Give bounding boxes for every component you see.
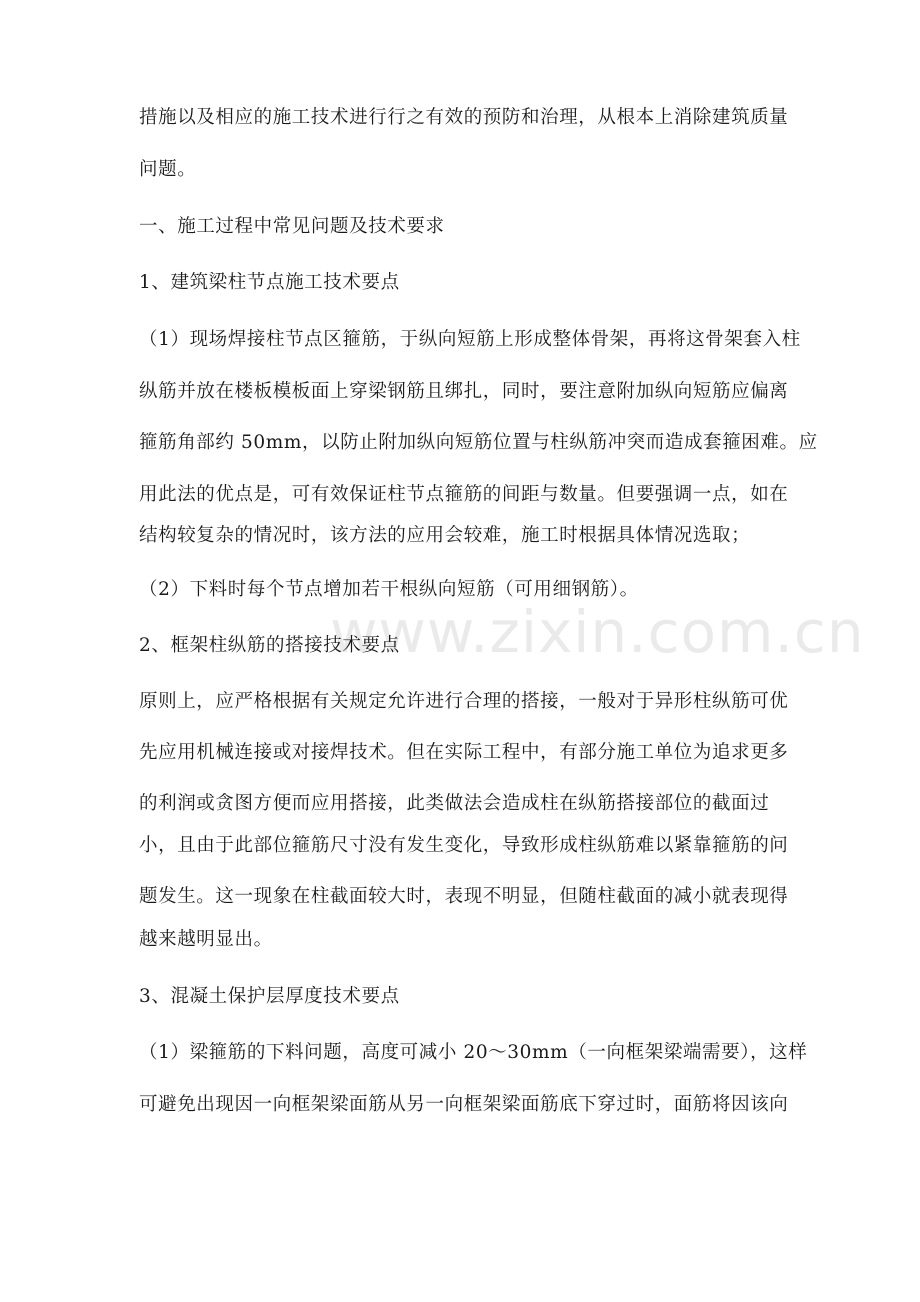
- body-text-line: 可避免出现因一向框架梁面筋从另一向框架梁面筋底下穿过时，面筋将因该向: [139, 1094, 789, 1115]
- body-text-line: 越来越明显出。: [139, 929, 273, 950]
- body-text-line: 纵筋并放在楼板模板面上穿梁钢筋且绑扎，同时，要注意附加纵向短筋应偏离: [139, 381, 789, 402]
- subsection-heading: 3、混凝土保护层厚度技术要点: [139, 986, 400, 1007]
- body-text-line: （1）梁箍筋的下料问题，高度可减小 20～30mm（一向框架梁端需要），这样: [139, 1042, 808, 1063]
- subsection-heading: 2、框架柱纵筋的搭接技术要点: [139, 635, 400, 656]
- body-text-line: 问题。: [139, 159, 197, 180]
- body-text-line: 先应用机械连接或对接焊技术。但在实际工程中，有部分施工单位为追求更多: [139, 742, 789, 763]
- body-text-line: 用此法的优点是，可有效保证柱节点箍筋的间距与数量。但要强调一点，如在: [139, 484, 789, 505]
- watermark: www.zixin.com.cn: [330, 598, 865, 666]
- body-text-line: 原则上，应严格根据有关规定允许进行合理的搭接，一般对于异形柱纵筋可优: [139, 691, 789, 712]
- body-text-line: 箍筋角部约 50mm，以防止附加纵向短筋位置与柱纵筋冲突而造成套箍困难。应: [139, 432, 818, 453]
- body-text-line: （2）下料时每个节点增加若干根纵向短筋（可用细钢筋）。: [139, 579, 639, 600]
- body-text-line: （1）现场焊接柱节点区箍筋，于纵向短筋上形成整体骨架，再将这骨架套入柱: [139, 329, 801, 350]
- body-text-line: 措施以及相应的施工技术进行行之有效的预防和治理，从根本上消除建筑质量: [139, 107, 789, 128]
- body-text-line: 题发生。这一现象在柱截面较大时，表现不明显，但随柱截面的减小就表现得: [139, 886, 789, 907]
- section-heading: 一、施工过程中常见问题及技术要求: [139, 216, 445, 237]
- subsection-heading: 1、建筑梁柱节点施工技术要点: [139, 272, 400, 293]
- body-text-line: 小，且由于此部位箍筋尺寸没有发生变化，导致形成柱纵筋难以紧靠箍筋的问: [139, 835, 789, 856]
- body-text-line: 结构较复杂的情况时，该方法的应用会较难，施工时根据具体情况选取；: [139, 525, 751, 546]
- body-text-line: 的利润或贪图方便而应用搭接，此类做法会造成柱在纵筋搭接部位的截面过: [139, 793, 770, 814]
